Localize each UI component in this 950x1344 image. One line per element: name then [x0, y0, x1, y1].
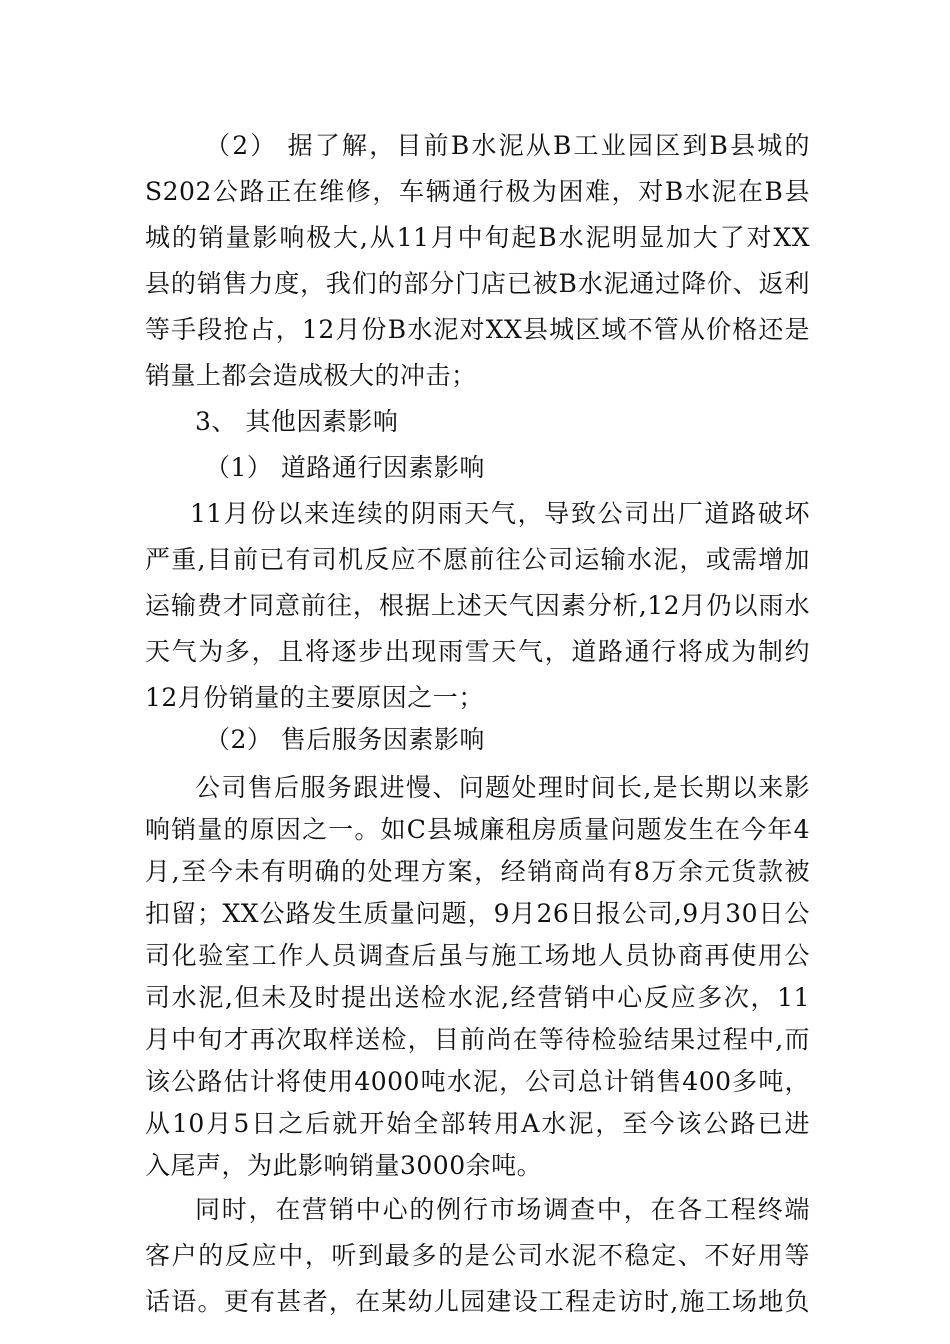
section-3-heading: 3、 其他因素影响: [195, 407, 399, 436]
para-road-line-3: 运输费才同意前往，根据上述天气因素分析,12月仍以雨水: [145, 591, 810, 620]
para-service-line-7: 月中旬才再次取样送检，目前尚在等待检验结果过程中,而: [145, 1025, 810, 1054]
para-service-line-1: 公司售后服务跟进慢、问题处理时间长,是长期以来影: [195, 773, 810, 802]
para-b-cement-line-3: 城的销量影响极大,从11月中旬起B水泥明显加大了对XX: [145, 223, 810, 252]
para-b-cement-line-2: S202公路正在维修，车辆通行极为困难，对B水泥在B县: [145, 177, 810, 206]
para-service-line-5: 司化验室工作人员调查后虽与施工场地人员协商再使用公: [145, 941, 810, 970]
para-service-line-10: 入尾声，为此影响销量3000余吨。: [145, 1151, 543, 1180]
para-b-cement-line-1: （2） 据了解，目前B水泥从B工业园区到B县城的: [205, 131, 810, 160]
para-road-line-1: 11月份以来连续的阴雨天气，导致公司出厂道路破坏: [190, 499, 810, 528]
para-road-line-4: 天气为多，且将逐步出现雨雪天气，道路通行将成为制约: [145, 637, 810, 666]
para-road-line-5: 12月份销量的主要原因之一；: [145, 683, 484, 712]
para-feedback-line-1: 同时，在营销中心的例行市场调查中，在各工程终端: [195, 1195, 810, 1224]
subsection-2-heading: （2） 售后服务因素影响: [205, 725, 485, 754]
para-b-cement-line-4: 县的销售力度，我们的部分门店已被B水泥通过降价、返利: [145, 269, 810, 298]
para-road-line-2: 严重,目前已有司机反应不愿前往公司运输水泥，或需增加: [145, 545, 810, 574]
para-service-line-4: 扣留；XX公路发生质量问题，9月26日报公司,9月30日公: [145, 899, 810, 928]
para-service-line-9: 从10月5日之后就开始全部转用A水泥，至今该公路已进: [145, 1109, 810, 1138]
para-b-cement-line-6: 销量上都会造成极大的冲击；: [145, 361, 477, 390]
para-service-line-2: 响销量的原因之一。如C县城廉租房质量问题发生在今年4: [145, 815, 810, 844]
para-b-cement-line-5: 等手段抢占，12月份B水泥对XX县城区域不管从价格还是: [145, 315, 810, 344]
para-feedback-line-2: 客户的反应中，听到最多的是公司水泥不稳定、不好用等: [145, 1241, 810, 1270]
subsection-1-heading: （1） 道路通行因素影响: [205, 453, 485, 482]
para-service-line-3: 月,至今未有明确的处理方案，经销商尚有8万余元货款被: [145, 857, 810, 886]
para-feedback-line-3: 话语。更有甚者，在某幼儿园建设工程走访时,施工场地负: [145, 1287, 810, 1316]
para-service-line-8: 该公路估计将使用4000吨水泥，公司总计销售400多吨，: [145, 1067, 810, 1096]
para-service-line-6: 司水泥,但未及时提出送检水泥,经营销中心反应多次，11: [145, 983, 810, 1012]
